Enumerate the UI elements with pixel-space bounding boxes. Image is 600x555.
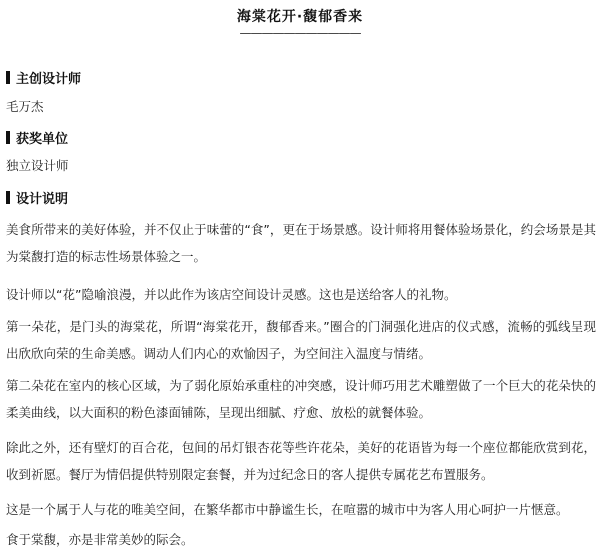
page-title: 海棠花开·馥郁香来	[236, 9, 364, 25]
section-marker-icon	[6, 131, 10, 144]
description-paragraph: 第一朵花，是门头的海棠花，所谓“海棠花开，馥郁香来。”圈合的门洞强化进店的仪式感，流畅的弧线呈现出欣欣向荣的生命美感。调动人们内心的欢愉因子，为空间注入温度与情绪。	[6, 319, 596, 361]
section-designer-label: 主创设计师	[16, 72, 82, 87]
section-award-heading	[6, 128, 68, 147]
section-marker-icon	[6, 191, 10, 204]
award-unit: 独立设计师	[6, 158, 69, 173]
description-paragraph: 食于棠馥，亦是非常美妙的际会。	[6, 532, 194, 547]
title-underline: ———————————	[239, 26, 361, 40]
description-paragraph: 除此之外，还有壁灯的百合花，包间的吊灯银杏花等些许花朵，美好的花语皆为每一个座位都能欣赏到花，收到祈愿。餐厅为情侣提供特别限定套餐，并为过纪念日的客人提供专属花艺布置服务。	[6, 440, 596, 482]
section-marker-icon	[6, 71, 10, 84]
section-description-heading	[6, 188, 68, 207]
description-paragraph: 设计师以“花”隐喻浪漫，并以此作为该店空间设计灵感。这也是送给客人的礼物。	[6, 287, 457, 302]
designer-name: 毛万杰	[6, 99, 44, 114]
section-description-label: 设计说明	[16, 192, 69, 207]
section-designer-heading	[6, 68, 81, 87]
description-paragraph: 第二朵花在室内的核心区域，为了弱化原始承重柱的冲突感，设计师巧用艺术雕塑做了一个巨大的花朵快的柔美曲线，以大面积的粉色漆面铺陈，呈现出细腻、疗愈、放松的就餐体验。	[6, 378, 596, 420]
section-award-label: 获奖单位	[16, 132, 69, 147]
description-paragraph: 这是一个属于人与花的唯美空间，在繁华都市中静谧生长，在喧嚣的城市中为客人用心呵护一片惬意。	[6, 502, 569, 517]
description-paragraph: 美食所带来的美好体验，并不仅止于味蕾的“食”，更在于场景感。设计师将用餐体验场景化，约会场景是其为棠馥打造的标志性场景体验之一。	[6, 222, 596, 264]
